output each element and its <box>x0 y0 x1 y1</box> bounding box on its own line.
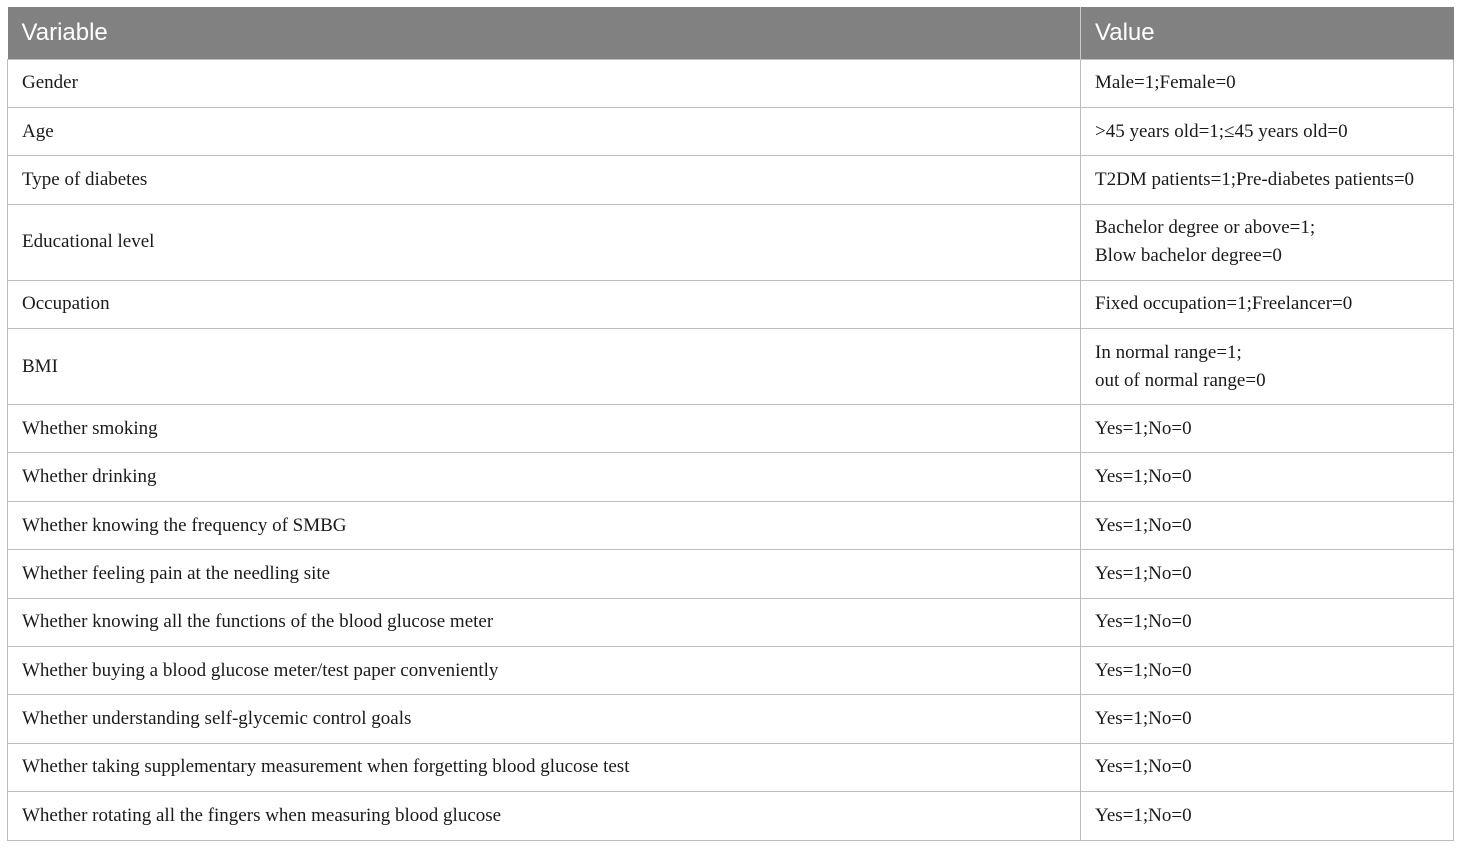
table-header <box>8 7 1454 59</box>
cell-variable: Occupation <box>8 280 1081 328</box>
cell-value <box>1081 647 1454 695</box>
cell-value-line: Yes=1;No=0 <box>1095 659 1192 681</box>
table-row <box>8 204 1454 280</box>
cell-variable: Gender <box>8 59 1081 107</box>
cell-value-line: Yes=1;No=0 <box>1095 611 1192 633</box>
cell-variable: Whether drinking <box>8 453 1081 501</box>
table-row <box>8 280 1454 328</box>
cell-variable: BMI <box>8 329 1081 405</box>
cell-value-line: In normal range=1; <box>1095 341 1242 363</box>
cell-value <box>1081 405 1454 453</box>
cell-value-line: Yes=1;No=0 <box>1095 804 1192 826</box>
table-row <box>8 550 1454 598</box>
cell-variable: Whether smoking <box>8 405 1081 453</box>
table-row <box>8 329 1454 405</box>
cell-variable: Whether taking supplementary measurement when forgetting blood glucose test <box>8 743 1081 791</box>
cell-value-line: Yes=1;No=0 <box>1095 756 1192 778</box>
cell-value <box>1081 107 1454 155</box>
cell-value <box>1081 204 1454 280</box>
data-table <box>7 7 1454 841</box>
cell-value <box>1081 501 1454 549</box>
cell-value-line: Yes=1;No=0 <box>1095 466 1192 488</box>
cell-value-line: Bachelor degree or above=1; <box>1095 217 1316 239</box>
cell-value-line: >45 years old=1;≤45 years old=0 <box>1095 120 1348 142</box>
table-row <box>8 743 1454 791</box>
cell-value-line: Yes=1;No=0 <box>1095 708 1192 730</box>
cell-value <box>1081 280 1454 328</box>
cell-value <box>1081 329 1454 405</box>
cell-value-line: Yes=1;No=0 <box>1095 514 1192 536</box>
cell-value <box>1081 695 1454 743</box>
cell-value <box>1081 156 1454 204</box>
cell-value-line: Blow bachelor degree=0 <box>1095 245 1282 267</box>
cell-value <box>1081 453 1454 501</box>
cell-variable: Educational level <box>8 204 1081 280</box>
table-row <box>8 501 1454 549</box>
cell-value <box>1081 598 1454 646</box>
cell-variable: Whether rotating all the fingers when measuring blood glucose <box>8 792 1081 840</box>
cell-value <box>1081 59 1454 107</box>
table-row <box>8 59 1454 107</box>
cell-variable: Age <box>8 107 1081 155</box>
cell-value-line: Yes=1;No=0 <box>1095 562 1192 584</box>
cell-variable: Whether knowing all the functions of the blood glucose meter <box>8 598 1081 646</box>
cell-variable: Whether understanding self-glycemic control goals <box>8 695 1081 743</box>
table-row <box>8 405 1454 453</box>
cell-variable: Whether knowing the frequency of SMBG <box>8 501 1081 549</box>
table-row <box>8 453 1454 501</box>
cell-value-line: T2DM patients=1;Pre-diabetes patients=0 <box>1095 168 1415 190</box>
table-row <box>8 647 1454 695</box>
cell-value-line: Yes=1;No=0 <box>1095 417 1192 439</box>
cell-value <box>1081 792 1454 840</box>
cell-variable: Whether buying a blood glucose meter/test paper conveniently <box>8 647 1081 695</box>
cell-value-line: out of normal range=0 <box>1095 369 1266 391</box>
header-row <box>8 7 1454 59</box>
table-row <box>8 107 1454 155</box>
variable-assignment-table <box>7 7 1453 841</box>
cell-variable: Type of diabetes <box>8 156 1081 204</box>
table-row <box>8 695 1454 743</box>
cell-value-line: Fixed occupation=1;Freelancer=0 <box>1095 293 1353 315</box>
cell-variable: Whether feeling pain at the needling site <box>8 550 1081 598</box>
cell-value-line: Male=1;Female=0 <box>1095 72 1236 94</box>
table-row <box>8 156 1454 204</box>
header-value: Value <box>1081 7 1454 59</box>
table-body <box>8 59 1454 840</box>
table-row <box>8 792 1454 840</box>
cell-value <box>1081 743 1454 791</box>
table-row <box>8 598 1454 646</box>
cell-value <box>1081 550 1454 598</box>
header-variable: Variable <box>8 7 1081 59</box>
